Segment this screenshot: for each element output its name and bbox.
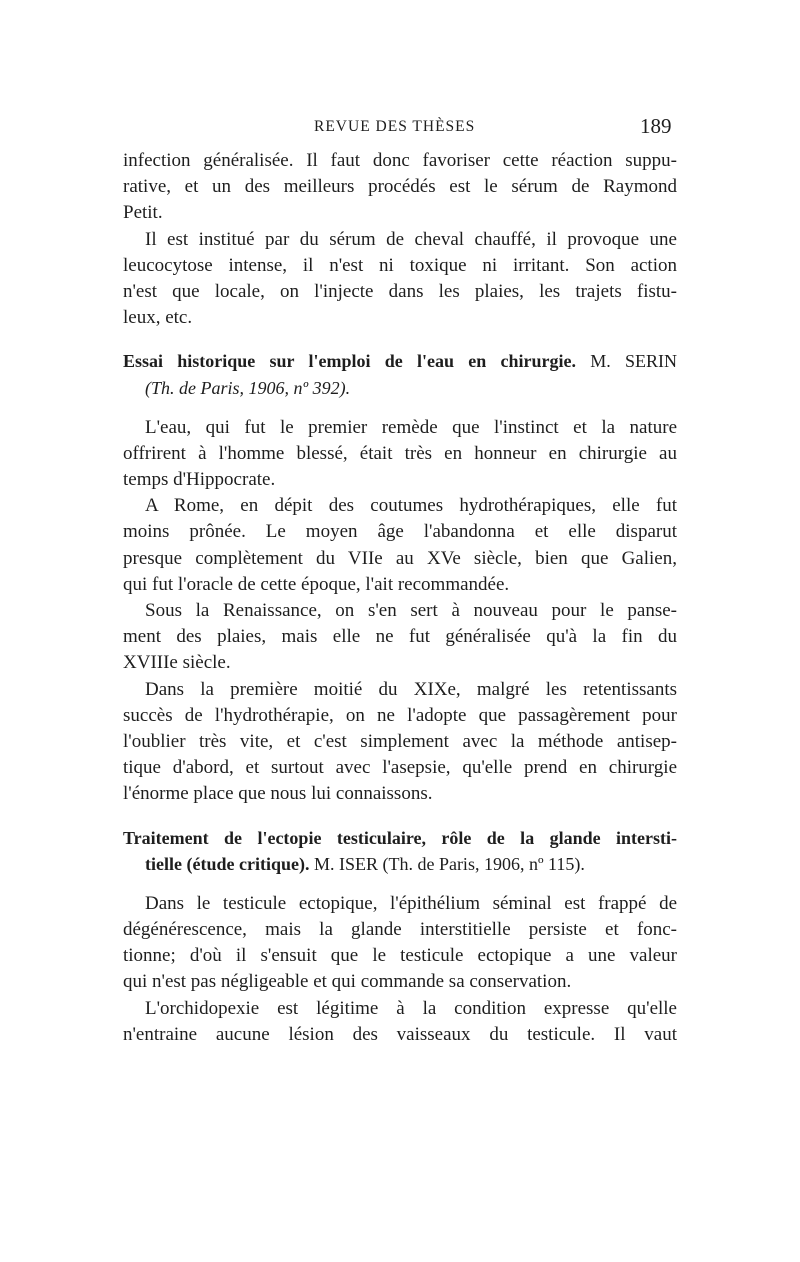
text-line: l'oublier très vite, et c'est simplement avec la méthode antisep- xyxy=(123,730,677,752)
text-line: ment des plaies, mais elle ne fut généralisée qu'à la fin du xyxy=(123,626,677,648)
section-heading-ectopie xyxy=(123,825,677,877)
running-title: REVUE DES THÈSES xyxy=(314,118,476,135)
text-line: rative, et un des meilleurs procédés est le sérum de Raymond xyxy=(123,176,677,198)
heading-line xyxy=(123,851,677,877)
text-line: temps d'Hippocrate. xyxy=(123,469,276,491)
paragraph-eau xyxy=(123,415,677,494)
text-line: XVIIIe siècle. xyxy=(123,652,231,674)
text-line: Dans la première moitié du XIXe, malgré les retentissants xyxy=(145,678,677,700)
paragraph-renaissance xyxy=(123,598,677,677)
text-line: offrirent à l'homme blessé, était très en honneur en chirurgie au xyxy=(123,442,677,464)
text-line: Sous la Renaissance, on s'en sert à nouveau pour le panse- xyxy=(145,600,677,621)
paragraph-continuation xyxy=(123,148,677,227)
page-body xyxy=(123,148,677,1048)
text-line: leucocytose intense, il n'est ni toxique ni irritant. Son action xyxy=(123,254,677,276)
text-line: l'énorme place que nous lui connaissons. xyxy=(123,783,433,805)
text-line: succès de l'hydrothérapie, on ne l'adopte que passagèrement pour xyxy=(123,704,677,726)
paragraph-serum xyxy=(123,227,677,332)
paragraph-xixe xyxy=(123,677,677,808)
text-line: L'orchidopexie est légitime à la condition expresse qu'elle xyxy=(145,997,677,1019)
text-line: tionne; d'où il s'ensuit que le testicule ectopique a une valeur xyxy=(123,945,677,967)
text-line: presque complètement du VIIe au XVe siècle, bien que Galien, xyxy=(123,547,677,569)
paragraph-orchidopexie xyxy=(123,996,677,1048)
text-line: Il est institué par du sérum de cheval chauffé, il provoque une xyxy=(145,228,677,250)
text-line: n'est que locale, on l'injecte dans les plaies, les trajets fistu- xyxy=(123,280,677,302)
heading-line xyxy=(123,348,677,374)
heading-author: M. SERIN xyxy=(590,351,677,372)
heading-line: Traitement de l'ectopie testiculaire, rôle de la glande intersti- xyxy=(123,827,677,848)
text-line: A Rome, en dépit des coutumes hydrothérapiques, elle fut xyxy=(145,495,677,517)
heading-title: Essai historique sur l'emploi de l'eau en chirurgie. xyxy=(123,351,576,372)
text-line: infection généralisée. Il faut donc favoriser cette réaction suppu- xyxy=(123,150,677,171)
heading-title-end: tielle (étude critique). xyxy=(145,853,310,874)
text-line: tique d'abord, et surtout avec l'asepsie, qu'elle prend en chirurgie xyxy=(123,757,677,779)
heading-reference xyxy=(123,375,677,401)
text-line: n'entraine aucune lésion des vaisseaux du testicule. Il vaut xyxy=(123,1023,677,1045)
text-line: Dans le testicule ectopique, l'épithélium séminal est frappé de xyxy=(145,892,677,914)
text-line: qui n'est pas négligeable et qui commande sa conservation. xyxy=(123,971,572,993)
text-line: moins prônée. Le moyen âge l'abandonna et elle disparut xyxy=(123,521,677,543)
paragraph-ectopique xyxy=(123,891,677,996)
text-line: leux, etc. xyxy=(123,307,193,329)
text-line: Petit. xyxy=(123,202,163,224)
paragraph-rome xyxy=(123,493,677,598)
running-header xyxy=(0,116,800,140)
text-line: dégénérescence, mais la glande interstitielle persiste et fonc- xyxy=(123,919,677,941)
text-line: L'eau, qui fut le premier remède que l'instinct et la nature xyxy=(145,416,677,438)
heading-reference-text: (Th. de Paris, 1906, nº 392). xyxy=(145,377,351,398)
heading-author-reference: M. ISER (Th. de Paris, 1906, nº 115). xyxy=(313,853,585,874)
section-heading-eau xyxy=(123,348,677,400)
text-line: qui fut l'oracle de cette époque, l'ait recommandée. xyxy=(123,573,510,595)
page-number: 189 xyxy=(640,114,672,138)
